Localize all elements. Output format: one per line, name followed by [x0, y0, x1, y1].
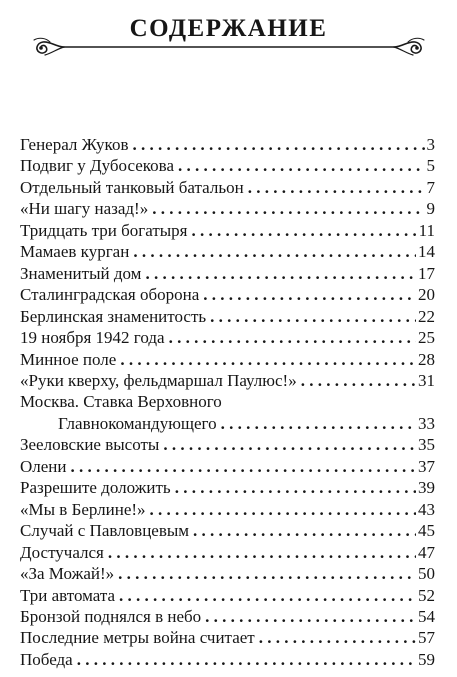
page-number: 52	[418, 585, 435, 605]
dot-leader	[133, 241, 416, 262]
page-number: 37	[418, 456, 435, 476]
entry-title: Сталинградская оборона	[20, 285, 200, 305]
toc-entry	[20, 155, 435, 176]
dot-leader	[221, 413, 416, 434]
dot-leader	[71, 456, 416, 477]
page-number: 33	[418, 413, 435, 433]
dot-leader	[248, 177, 425, 198]
page-number: 5	[426, 156, 435, 176]
toc-entry	[20, 349, 435, 370]
entry-title-line-2: Главнокомандующего	[58, 413, 217, 433]
page-number: 39	[418, 478, 435, 498]
page-number: 11	[418, 220, 435, 240]
toc-entry	[20, 477, 435, 498]
page-number: 17	[418, 263, 435, 283]
ornamental-divider	[30, 36, 428, 58]
dot-leader	[175, 477, 416, 498]
page-number: 3	[426, 135, 435, 154]
page-number: 45	[418, 521, 435, 541]
toc-entry	[20, 284, 435, 305]
entry-title: Мамаев курган	[20, 242, 130, 262]
entry-title: Последние метры война считает	[20, 628, 255, 648]
page-number: 59	[418, 649, 435, 669]
toc-entry	[20, 627, 435, 648]
dot-leader	[163, 434, 416, 455]
entry-title: Зееловские высоты	[20, 435, 160, 455]
entry-title: «Мы в Берлине!»	[20, 499, 146, 519]
entry-title: «За Можай!»	[20, 564, 115, 584]
toc-entry	[20, 263, 435, 284]
dot-leader	[193, 520, 416, 541]
page-number: 28	[418, 349, 435, 369]
page-number: 50	[418, 564, 435, 584]
page-number: 43	[418, 499, 435, 519]
entry-title: Берлинская знаменитость	[20, 306, 207, 326]
toc-entry	[20, 649, 435, 670]
contents-heading: СОДЕРЖАНИЕ	[129, 15, 328, 42]
dot-leader	[259, 627, 416, 648]
dot-leader	[145, 263, 416, 284]
toc-entry	[20, 134, 435, 155]
dot-leader	[169, 327, 416, 348]
page-number: 22	[418, 306, 435, 326]
toc-entry	[20, 585, 435, 606]
dot-leader	[203, 284, 416, 305]
toc-entry	[20, 563, 435, 584]
entry-title: Три автомата	[20, 585, 116, 605]
dot-leader	[108, 542, 416, 563]
toc-entry	[20, 306, 435, 327]
table-of-contents	[20, 134, 435, 670]
page-number: 20	[418, 285, 435, 305]
page-number: 14	[418, 242, 435, 262]
toc-entry	[20, 542, 435, 563]
entry-continuation	[20, 413, 435, 434]
page-number: 35	[418, 435, 435, 455]
entry-title: Победа	[20, 649, 73, 669]
dot-leader	[118, 563, 416, 584]
entry-title: Минное поле	[20, 349, 117, 369]
dot-leader	[178, 155, 424, 176]
page-number: 54	[418, 606, 435, 626]
dot-leader	[192, 220, 417, 241]
entry-title: Тридцать три богатыря	[20, 220, 188, 240]
entry-title: Подвиг у Дубосекова	[20, 156, 175, 176]
entry-title: Знаменитый дом	[20, 263, 142, 283]
page-number: 25	[418, 328, 435, 348]
dot-leader	[120, 349, 416, 370]
toc-entry	[20, 434, 435, 455]
entry-title: Бронзой поднялся в небо	[20, 606, 202, 626]
entry-title-line-1: Москва. Ставка Верховного	[20, 392, 222, 412]
dot-leader	[152, 198, 424, 219]
dot-leader	[205, 606, 416, 627]
entry-title: Случай с Павловцевым	[20, 521, 190, 541]
toc-entry	[20, 391, 435, 434]
toc-entry	[20, 520, 435, 541]
toc-entry	[20, 220, 435, 241]
dot-leader	[301, 370, 416, 391]
entry-title: Разрешите доложить	[20, 478, 171, 498]
toc-entry	[20, 241, 435, 262]
toc-entry	[20, 327, 435, 348]
toc-entry	[20, 198, 435, 219]
page-number: 31	[418, 370, 435, 390]
toc-entry	[20, 456, 435, 477]
page-number: 9	[426, 199, 435, 219]
entry-title: «Ни шагу назад!»	[20, 199, 149, 219]
dot-leader	[150, 499, 416, 520]
toc-entry	[20, 499, 435, 520]
toc-entry	[20, 370, 435, 391]
entry-title: Достучался	[20, 542, 104, 562]
page-number: 7	[426, 177, 435, 197]
dot-leader	[77, 649, 416, 670]
dot-leader	[210, 306, 416, 327]
entry-title: Олени	[20, 456, 67, 476]
dot-leader	[119, 585, 416, 606]
page-number: 47	[418, 542, 435, 562]
entry-title: Отдельный танковый батальон	[20, 177, 244, 197]
entry-title: 19 ноября 1942 года	[20, 328, 165, 348]
entry-title: «Руки кверху, фельдмаршал Паулюс!»	[20, 370, 297, 390]
entry-title: Генерал Жуков	[20, 135, 129, 154]
toc-entry	[20, 177, 435, 198]
dot-leader	[132, 134, 424, 155]
page-number: 57	[418, 628, 435, 648]
toc-entry	[20, 606, 435, 627]
